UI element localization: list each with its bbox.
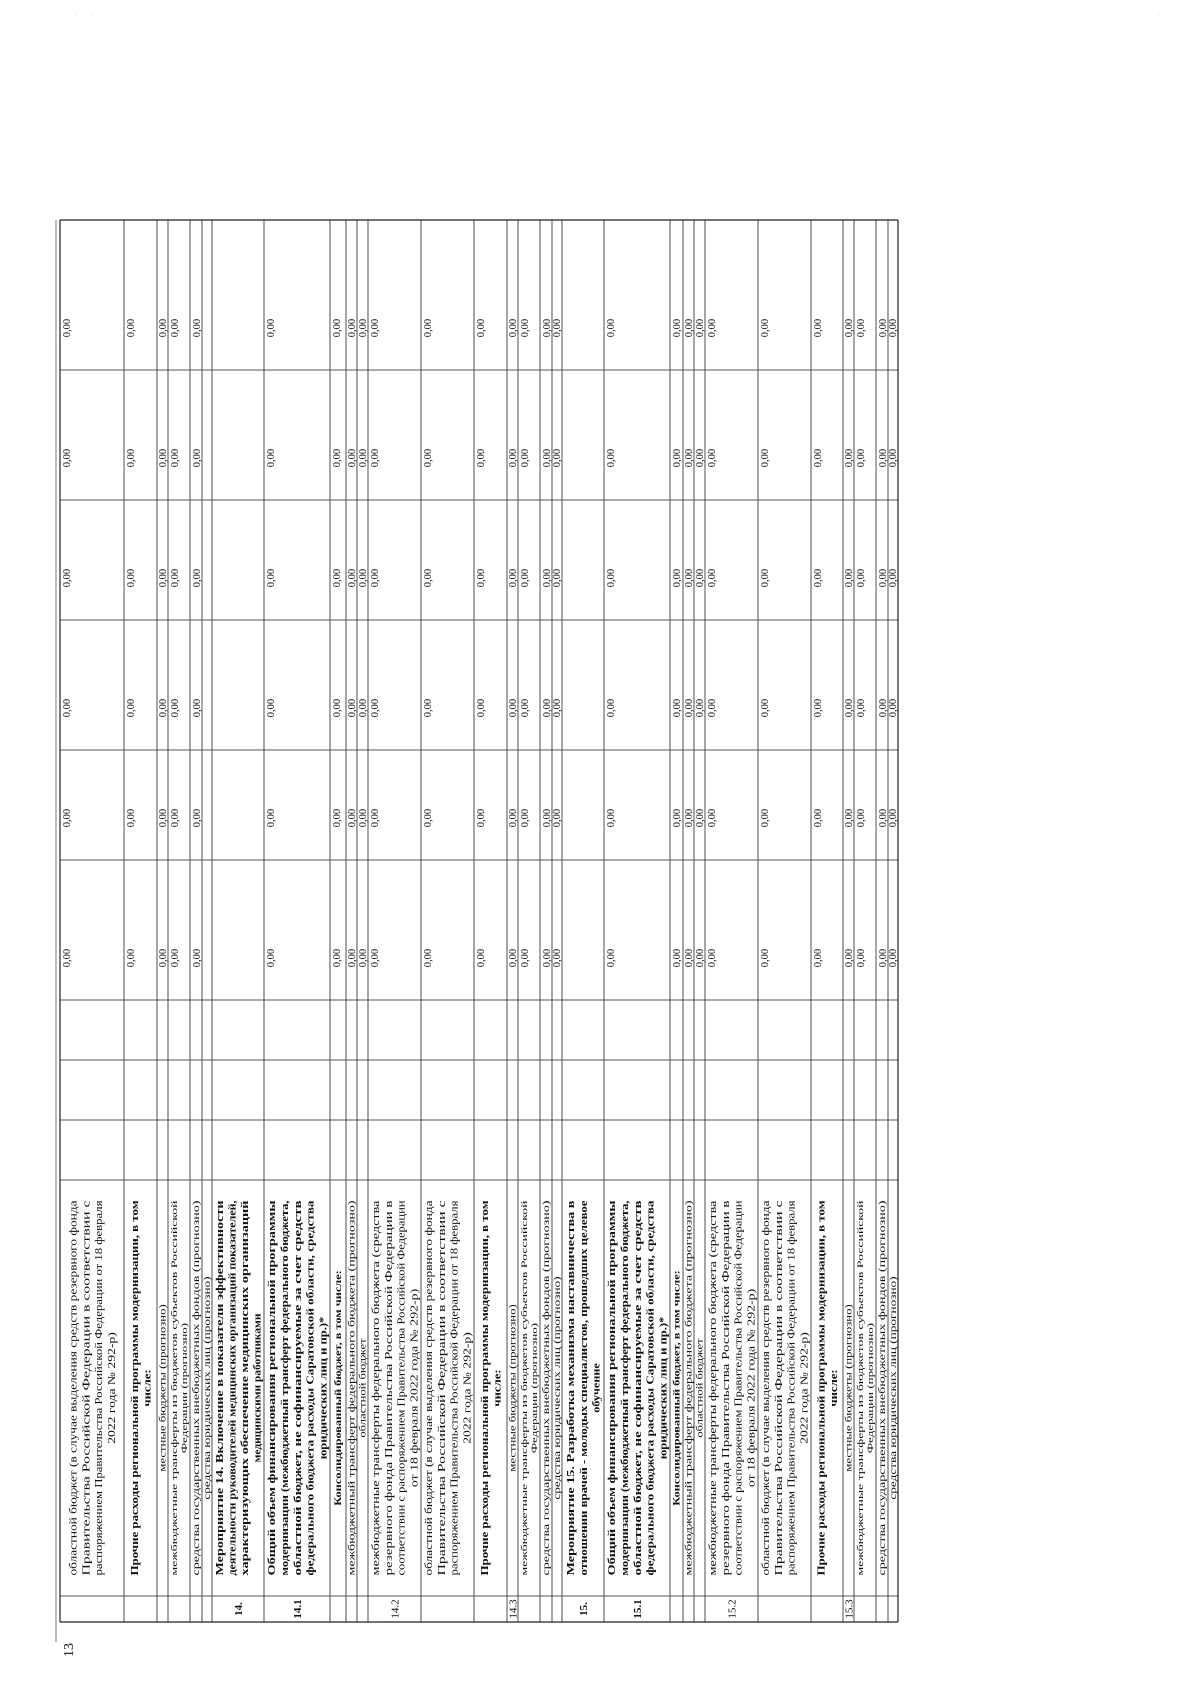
table-cells — [62, 319, 899, 1619]
row-description — [333, 1270, 343, 1506]
value-cell: 0,00 — [695, 448, 706, 468]
value-cell: 0,00 — [266, 568, 277, 588]
row-description — [347, 1201, 357, 1576]
row-description — [215, 1200, 264, 1575]
value-cell: 0,00 — [844, 698, 855, 718]
row-number: 15.1 — [632, 1599, 644, 1619]
description-line: Мероприятие 14. Включение в показатели эффективности — [215, 1297, 226, 1576]
value-cell: 0,00 — [878, 948, 889, 968]
description-line: соответствии с распоряжением Правительства Российской Федерации — [396, 1261, 408, 1576]
row-number: 14. — [233, 1602, 245, 1616]
value-cell: 0,00 — [347, 948, 358, 968]
row-description — [69, 1200, 118, 1576]
value-cell: 0,00 — [844, 948, 855, 968]
row-description — [552, 1276, 562, 1499]
value-cell: 0,00 — [813, 948, 824, 968]
row-description — [855, 1200, 875, 1576]
value-cell: 0,00 — [332, 808, 343, 828]
value-cell: 0,00 — [126, 568, 137, 588]
value-cell: 0,00 — [266, 808, 277, 828]
value-cell: 0,00 — [552, 698, 563, 718]
value-cell: 0,00 — [684, 448, 695, 468]
value-cell: 0,00 — [358, 448, 369, 468]
value-cell: 0,00 — [672, 568, 683, 588]
value-cell: 0,00 — [192, 318, 203, 338]
row-description — [424, 1200, 473, 1576]
value-cell: 0,00 — [684, 698, 695, 718]
description-line: соответствии с распоряжением Правительства Российской Федерации — [733, 1261, 745, 1576]
value-cell: 0,00 — [126, 318, 137, 338]
description-line: Правительства Российской Федерации в соответствии с — [436, 1326, 448, 1576]
value-cell: 0,00 — [813, 568, 824, 588]
value-cell: 0,00 — [170, 808, 181, 828]
value-cell: 0,00 — [347, 448, 358, 468]
value-cell: 0,00 — [62, 448, 73, 468]
value-cell: 0,00 — [684, 948, 695, 968]
row-description — [358, 1338, 368, 1437]
description-line: Прочие расходы региональной программы модернизации, в том — [816, 1269, 828, 1576]
description-line: межбюджетные трансферты федерального бюджета (средства — [708, 1298, 720, 1576]
row-description — [202, 1276, 212, 1499]
description-line: Правительства Российской Федерации в соответствии с — [81, 1326, 93, 1576]
value-cell: 0,00 — [542, 318, 553, 338]
value-cell: 0,00 — [606, 568, 617, 588]
description-line: средства юридических лиц (прогнозно) — [202, 1347, 213, 1500]
value-cell: 0,00 — [813, 698, 824, 718]
value-cell: 0,00 — [126, 808, 137, 828]
value-cell: 0,00 — [192, 568, 203, 588]
row-number: 15.2 — [726, 1599, 739, 1619]
value-cell: 0,00 — [62, 318, 73, 338]
value-cell: 0,00 — [508, 808, 519, 828]
description-line: распоряжением Правительства Российской Федерации от 18 февраля — [449, 1265, 461, 1576]
value-cell: 0,00 — [695, 318, 706, 338]
value-cell: 0,00 — [856, 318, 867, 338]
value-cell: 0,00 — [370, 568, 381, 588]
row-description — [566, 1200, 603, 1575]
value-cell: 0,00 — [684, 318, 695, 338]
value-cell: 0,00 — [266, 698, 277, 718]
description-line: областной бюджет (в случае выделения средств резервного фонда — [424, 1279, 436, 1576]
description-line: юридических лиц и пр.)* — [318, 1340, 330, 1460]
description-line: средства юридических лиц (прогнозно) — [552, 1347, 563, 1500]
value-cell: 0,00 — [158, 448, 169, 468]
value-cell: 0,00 — [856, 568, 867, 588]
value-cell: 0,00 — [813, 808, 824, 828]
value-cell: 0,00 — [552, 448, 563, 468]
value-cell: 0,00 — [606, 948, 617, 968]
value-cell: 0,00 — [192, 698, 203, 718]
description-line: средства государственных внебюджетных фондов (прогнозно) — [877, 1335, 888, 1576]
description-line: межбюджетные трансферты федерального бюджета (средства — [371, 1298, 383, 1576]
row-number: 15. — [578, 1602, 590, 1616]
description-line: средства юридических лиц (прогнозно) — [888, 1347, 899, 1500]
row-description — [816, 1201, 840, 1576]
row-number: 14.1 — [292, 1599, 304, 1619]
value-cell: 0,00 — [476, 448, 487, 468]
description-line: межбюджетные трансферты из бюджетов субъектов Российской — [519, 1340, 529, 1576]
value-cell: 0,00 — [813, 318, 824, 338]
value-cell: 0,00 — [508, 448, 519, 468]
description-line: местные бюджеты (прогнозно) — [507, 1353, 518, 1472]
row-description — [607, 1200, 669, 1576]
row-description — [541, 1201, 551, 1576]
value-cell: 0,00 — [347, 318, 358, 338]
value-cell: 0,00 — [707, 448, 718, 468]
description-line: распоряжением Правительства Российской Федерации от 18 февраля — [94, 1265, 106, 1576]
value-cell: 0,00 — [158, 318, 169, 338]
value-cell: 0,00 — [672, 698, 683, 718]
value-cell: 0,00 — [552, 318, 563, 338]
value-cell: 0,00 — [888, 808, 899, 828]
value-cell: 0,00 — [707, 568, 718, 588]
row-number: 15.3 — [843, 1599, 856, 1619]
description-line: межбюджетные трансферты из бюджетов субъектов Российской — [855, 1340, 865, 1576]
description-line: Консолидированный бюджет, в том числе: — [671, 1333, 682, 1506]
value-cell: 0,00 — [508, 568, 519, 588]
value-cell: 0,00 — [423, 448, 434, 468]
row-description — [672, 1270, 682, 1506]
value-cell: 0,00 — [856, 698, 867, 718]
value-cell: 0,00 — [707, 808, 718, 828]
value-cell: 0,00 — [672, 448, 683, 468]
value-cell: 0,00 — [520, 698, 531, 718]
value-cell: 0,00 — [192, 948, 203, 968]
value-cell: 0,00 — [266, 318, 277, 338]
description-line: характеризующих обеспечение медицинских организаций — [240, 1299, 251, 1576]
value-cell: 0,00 — [552, 948, 563, 968]
row-description — [708, 1200, 757, 1575]
value-cell: 0,00 — [844, 448, 855, 468]
row-description — [888, 1276, 898, 1499]
scan-speck: · · · — [58, 12, 99, 19]
value-cell: 0,00 — [707, 318, 718, 338]
description-line: федерального бюджета расходы Саратовской области, средства — [305, 1275, 317, 1576]
value-cell: 0,00 — [520, 318, 531, 338]
description-line: местные бюджеты (прогнозно) — [157, 1353, 168, 1472]
value-cell: 0,00 — [520, 948, 531, 968]
value-cell: 0,00 — [476, 808, 487, 828]
value-cell: 0,00 — [423, 568, 434, 588]
value-cell: 0,00 — [878, 448, 889, 468]
value-cell: 0,00 — [170, 698, 181, 718]
value-cell: 0,00 — [760, 318, 771, 338]
description-line: Федерации (прогнозно) — [865, 1366, 875, 1454]
description-line: Федерации (прогнозно) — [179, 1366, 189, 1454]
description-line: областной бюджет (в случае выделения средств резервного фонда — [761, 1279, 773, 1576]
value-cell: 0,00 — [684, 808, 695, 828]
row-description — [761, 1200, 810, 1576]
value-cell: 0,00 — [423, 698, 434, 718]
row-description — [480, 1201, 504, 1576]
value-cell: 0,00 — [878, 698, 889, 718]
value-cell: 0,00 — [760, 948, 771, 968]
value-cell: 0,00 — [520, 808, 531, 828]
value-cell: 0,00 — [476, 568, 487, 588]
row-description — [519, 1200, 539, 1576]
description-line: областной бюджет — [357, 1366, 368, 1438]
value-cell: 0,00 — [707, 698, 718, 718]
value-cell: 0,00 — [695, 698, 706, 718]
row-description — [158, 1304, 168, 1471]
row-description — [371, 1200, 420, 1575]
value-cell: 0,00 — [170, 948, 181, 968]
row-description — [130, 1201, 154, 1576]
row-description — [684, 1201, 694, 1576]
value-cell: 0,00 — [542, 948, 553, 968]
value-cell: 0,00 — [542, 448, 553, 468]
value-cell: 0,00 — [695, 948, 706, 968]
value-cell: 0,00 — [158, 698, 169, 718]
description-line: 2022 года № 292-р) — [799, 1357, 811, 1444]
description-line: Федерации (прогнозно) — [529, 1366, 539, 1454]
value-cell: 0,00 — [476, 948, 487, 968]
description-line: 2022 года № 292-р) — [462, 1357, 474, 1444]
value-cell: 0,00 — [370, 808, 381, 828]
description-line: межбюджетный трансферт федерального бюджета (прогнозно) — [683, 1333, 694, 1576]
row-number: 14.3 — [507, 1599, 520, 1619]
value-cell: 0,00 — [158, 808, 169, 828]
page-number: 13 — [62, 1643, 77, 1657]
description-line: числе: — [829, 1375, 841, 1407]
value-cell: 0,00 — [347, 698, 358, 718]
value-cell: 0,00 — [552, 568, 563, 588]
value-cell: 0,00 — [358, 698, 369, 718]
description-line: 2022 года № 292-р) — [107, 1357, 119, 1444]
row-description — [191, 1201, 201, 1576]
value-cell: 0,00 — [192, 448, 203, 468]
value-cell: 0,00 — [332, 698, 343, 718]
value-cell: 0,00 — [856, 448, 867, 468]
description-line: отношении врачей - молодых специалистов, прошедших целевое — [578, 1267, 590, 1576]
value-cell: 0,00 — [520, 568, 531, 588]
description-line: Мероприятие 15. Разработка механизма наставничества в — [566, 1298, 578, 1576]
description-line: Общий объем финансирования региональной программы — [607, 1299, 619, 1576]
value-cell: 0,00 — [606, 808, 617, 828]
description-line: Общий объем финансирования региональной программы — [267, 1299, 279, 1576]
value-cell: 0,00 — [508, 698, 519, 718]
value-cell: 0,00 — [62, 698, 73, 718]
value-cell: 0,00 — [266, 948, 277, 968]
row-description — [844, 1304, 854, 1471]
description-line: от 18 февраля 2022 года № 292-р) — [746, 1336, 758, 1488]
value-cell: 0,00 — [760, 568, 771, 588]
value-cell: 0,00 — [332, 568, 343, 588]
value-cell: 0,00 — [170, 568, 181, 588]
value-cell: 0,00 — [760, 448, 771, 468]
value-cell: 0,00 — [332, 318, 343, 338]
value-cell: 0,00 — [423, 948, 434, 968]
description-line: резервного фонда Правительства Российской Федерации в — [383, 1313, 395, 1576]
value-cell: 0,00 — [844, 568, 855, 588]
value-cell: 0,00 — [332, 448, 343, 468]
value-cell: 0,00 — [606, 318, 617, 338]
value-cell: 0,00 — [606, 448, 617, 468]
value-cell: 0,00 — [520, 448, 531, 468]
description-line: областной бюджет, не софинансируемые за счет средств — [632, 1311, 644, 1576]
row-number: 14.2 — [389, 1599, 402, 1619]
value-cell: 0,00 — [760, 698, 771, 718]
description-line: областной бюджет, не софинансируемые за счет средств — [292, 1311, 304, 1576]
value-cell: 0,00 — [888, 318, 899, 338]
row-description — [169, 1200, 189, 1576]
value-cell: 0,00 — [508, 948, 519, 968]
value-cell: 0,00 — [62, 568, 73, 588]
row-description — [508, 1304, 518, 1471]
value-cell: 0,00 — [62, 948, 73, 968]
value-cell: 0,00 — [672, 948, 683, 968]
description-line: областной бюджет (в случае выделения средств резервного фонда — [68, 1279, 80, 1576]
value-cell: 0,00 — [126, 698, 137, 718]
value-cell: 0,00 — [370, 698, 381, 718]
value-cell: 0,00 — [476, 698, 487, 718]
value-cell: 0,00 — [856, 948, 867, 968]
description-line: средства государственных внебюджетных фондов (прогнозно) — [191, 1335, 202, 1576]
value-cell: 0,00 — [695, 808, 706, 828]
description-line: резервного фонда Правительства Российской Федерации в — [720, 1313, 732, 1576]
value-cell: 0,00 — [158, 948, 169, 968]
value-cell: 0,00 — [358, 808, 369, 828]
value-cell: 0,00 — [878, 568, 889, 588]
value-cell: 0,00 — [158, 568, 169, 588]
value-cell: 0,00 — [347, 808, 358, 828]
value-cell: 0,00 — [423, 318, 434, 338]
value-cell: 0,00 — [878, 808, 889, 828]
value-cell: 0,00 — [606, 698, 617, 718]
description-line: модернизации (межбюджетный трансферт федерального бюджета, — [620, 1260, 632, 1576]
value-cell: 0,00 — [695, 568, 706, 588]
value-cell: 0,00 — [332, 948, 343, 968]
value-cell: 0,00 — [358, 948, 369, 968]
description-line: числе: — [492, 1375, 504, 1407]
row-description — [267, 1200, 329, 1576]
value-cell: 0,00 — [888, 568, 899, 588]
value-cell: 0,00 — [370, 448, 381, 468]
description-line: местные бюджеты (прогнозно) — [843, 1353, 854, 1472]
scan-speck: · — [1158, 12, 1161, 19]
value-cell: 0,00 — [170, 318, 181, 338]
description-line: Прочие расходы региональной программы модернизации, в том — [479, 1269, 491, 1576]
value-cell: 0,00 — [672, 808, 683, 828]
value-cell: 0,00 — [266, 448, 277, 468]
value-cell: 0,00 — [552, 808, 563, 828]
description-line: от 18 февраля 2022 года № 292-р) — [409, 1336, 421, 1488]
value-cell: 0,00 — [370, 318, 381, 338]
description-line: деятельности руководителей медицинских организаций показателей, — [227, 1246, 239, 1576]
value-cell: 0,00 — [423, 808, 434, 828]
value-cell: 0,00 — [358, 318, 369, 338]
description-line: обучение — [591, 1370, 603, 1413]
value-cell: 0,00 — [813, 448, 824, 468]
description-line: средства государственных внебюджетных фондов (прогнозно) — [541, 1335, 552, 1576]
value-cell: 0,00 — [126, 948, 137, 968]
value-cell: 0,00 — [62, 808, 73, 828]
value-cell: 0,00 — [508, 318, 519, 338]
description-line: межбюджетный трансферт федерального бюджета (прогнозно) — [346, 1333, 357, 1576]
value-cell: 0,00 — [476, 318, 487, 338]
value-cell: 0,00 — [370, 948, 381, 968]
value-cell: 0,00 — [672, 318, 683, 338]
description-line: областной бюджет — [694, 1366, 705, 1438]
row-description — [877, 1201, 887, 1576]
value-cell: 0,00 — [878, 318, 889, 338]
value-cell: 0,00 — [707, 948, 718, 968]
description-line: федерального бюджета расходы Саратовской области, средства — [645, 1275, 657, 1576]
value-cell: 0,00 — [542, 698, 553, 718]
value-cell: 0,00 — [856, 808, 867, 828]
value-cell: 0,00 — [126, 448, 137, 468]
value-cell: 0,00 — [760, 808, 771, 828]
description-line: юридических лиц и пр.)* — [658, 1340, 670, 1460]
value-cell: 0,00 — [888, 698, 899, 718]
value-cell: 0,00 — [844, 808, 855, 828]
value-cell: 0,00 — [542, 568, 553, 588]
value-cell: 0,00 — [684, 568, 695, 588]
description-line: числе: — [142, 1375, 154, 1407]
description-line: Прочие расходы региональной программы модернизации, в том — [129, 1269, 141, 1576]
value-cell: 0,00 — [347, 568, 358, 588]
value-cell: 0,00 — [170, 448, 181, 468]
description-line: распоряжением Правительства Российской Федерации от 18 февраля — [786, 1265, 798, 1576]
value-cell: 0,00 — [358, 568, 369, 588]
description-line: Правительства Российской Федерации в соответствии с — [773, 1326, 785, 1576]
row-description — [695, 1338, 705, 1437]
description-line: Консолидированный бюджет, в том числе: — [333, 1333, 344, 1506]
description-line: межбюджетные трансферты из бюджетов субъектов Российской — [169, 1340, 179, 1576]
value-cell: 0,00 — [192, 808, 203, 828]
value-cell: 0,00 — [844, 318, 855, 338]
value-cell: 0,00 — [542, 808, 553, 828]
value-cell: 0,00 — [888, 948, 899, 968]
description-line: модернизации (межбюджетный трансферт федерального бюджета, — [280, 1260, 292, 1576]
value-cell: 0,00 — [888, 448, 899, 468]
description-line: медицинскими работниками — [252, 1325, 264, 1463]
